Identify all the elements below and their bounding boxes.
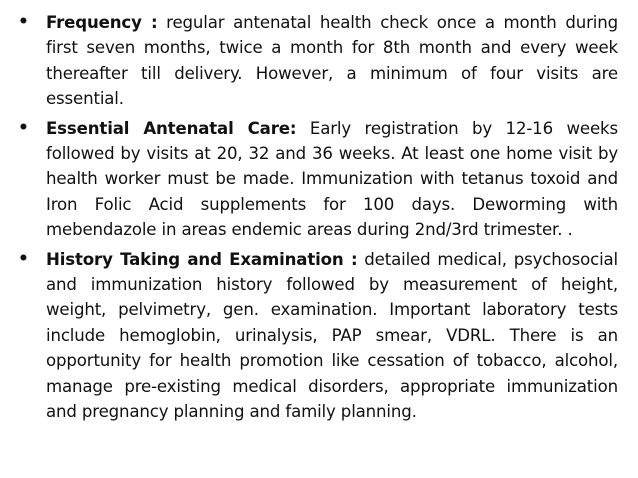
bullet-text: regular antenatal health check once a month during first seven months, twice a month for 8th month and every week thereafter till delivery. However, a minimum of four visits are essential.: [46, 13, 618, 109]
bullet-history-taking: [18, 247, 618, 425]
bullet-marker: •: [18, 248, 29, 269]
bullet-text: detailed medical, psychosocial and immunization history followed by measurement of height, weight, pelvimetry, gen. examination. Important laboratory tests include hemoglobin, urinalysis, PAP smear, VDRL. There is an opportunity for health promotion like cessation of tobacco, alcohol, manage pre-existing medical disorders, appropriate immunization and pregnancy planning and family planning.: [46, 249, 619, 422]
bullet-marker: •: [18, 117, 29, 138]
bullet-marker: •: [18, 12, 29, 32]
bullet-list: [18, 10, 618, 429]
bullet-essential-antenatal-care: [18, 116, 618, 243]
bullet-text: Early registration by 12-16 weeks followed by visits at 20, 32 and 36 weeks. At least one home visit by health worker must be made. Immunization with tetanus toxoid and Iron Folic Acid supplements for 100 days. Deworming with mebendazole in areas endemic areas during 2nd/3rd trimester. .: [46, 118, 619, 240]
bullet-term: History Taking and Examination :: [46, 249, 358, 269]
bullet-term: Frequency :: [46, 13, 158, 32]
bullet-frequency: [18, 10, 618, 112]
bullet-term: Essential Antenatal Care:: [46, 118, 297, 138]
